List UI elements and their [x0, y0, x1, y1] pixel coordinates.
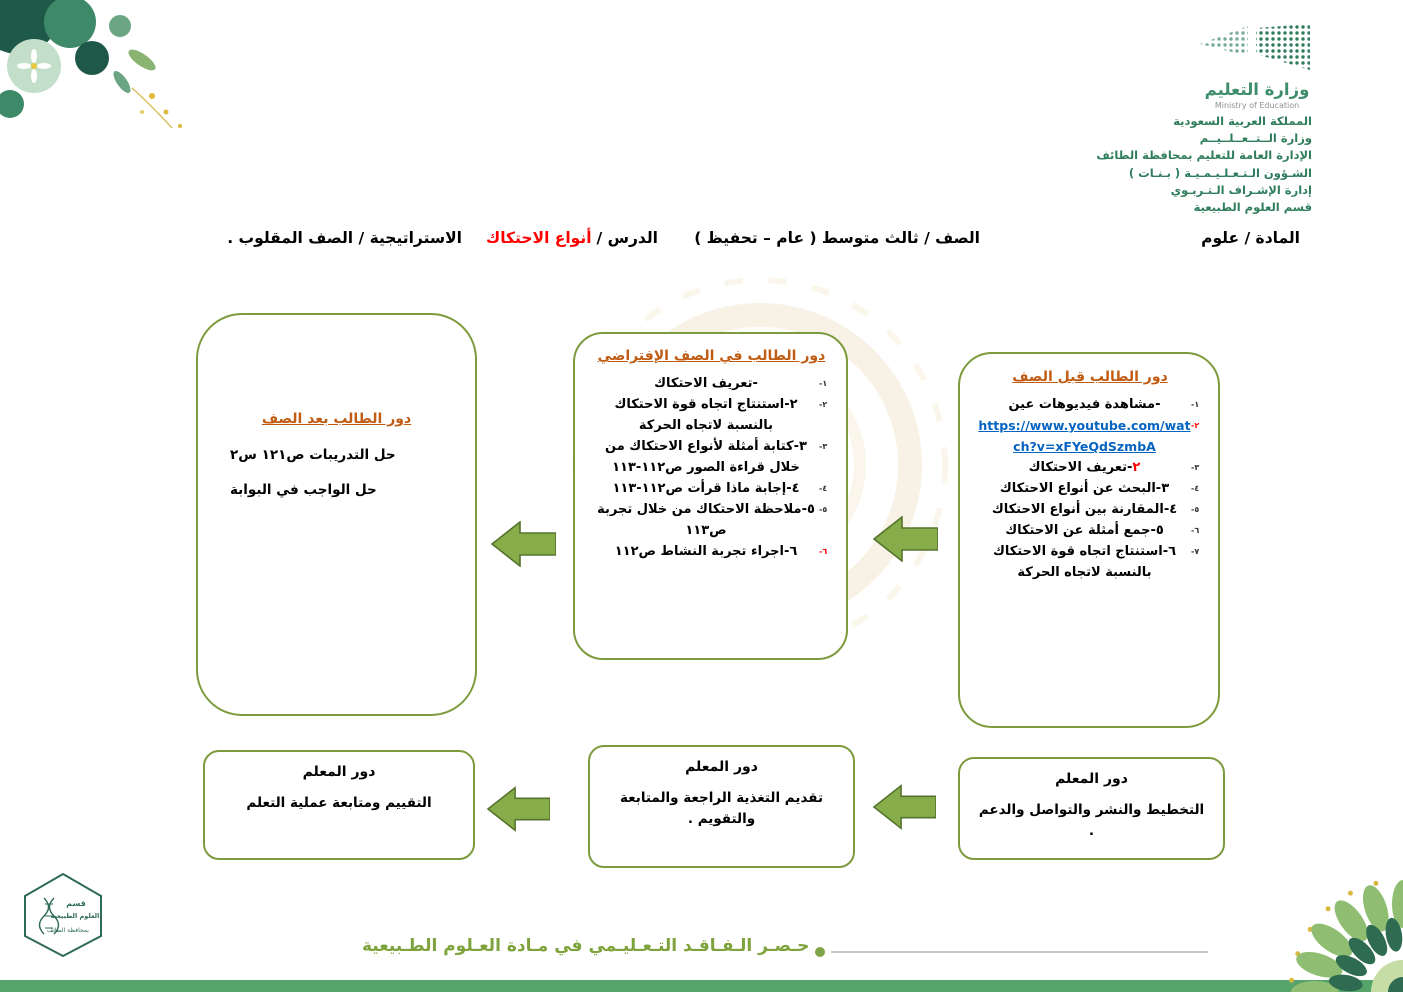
list-item-text: ٤-إجابة ماذا قرأت ص١١٢-١١٣: [612, 481, 800, 496]
teacher-feedback-title: دور المعلم: [685, 759, 758, 775]
list-item: [593, 373, 832, 394]
ministry-info-line: إدارة الإشـراف الـتـربـوي: [1170, 182, 1312, 197]
header-lesson: [486, 229, 658, 247]
teacher-feedback-box: [588, 745, 855, 868]
stamp-text: العلوم الطبيعية: [50, 912, 100, 920]
list-item: [978, 394, 1204, 415]
virtual-class-box: [573, 332, 848, 660]
list-item: [593, 394, 832, 436]
footer-bullet: [815, 947, 825, 957]
header-lesson-value: أنواع الاحتكاك: [485, 229, 592, 247]
ministry-info-line: قسم العلوم الطبيعية: [1193, 200, 1312, 215]
header-lesson-label: الدرس /: [596, 229, 658, 247]
list-item: [978, 541, 1204, 583]
teacher-plan-body: التخطيط والنشر والتواصل والدعم .: [978, 802, 1205, 839]
ministry-info-block: [1096, 113, 1312, 216]
after-class-title: دور الطالب بعد الصف: [261, 411, 412, 427]
teacher-assessment-box: [203, 750, 475, 860]
list-item-text: -مشاهدة فيديوهات عين: [1008, 397, 1161, 412]
list-item-text: ٦-استنتاج اتجاه قوة الاحتكاك بالنسبة لاتجاه الحركة: [992, 544, 1177, 580]
flow-arrow-teacher-left: [486, 786, 550, 832]
item-rest: -تعريف الاحتكاك: [1028, 460, 1133, 475]
list-item: [978, 499, 1204, 520]
after-class-box: [196, 313, 477, 716]
list-item: [593, 499, 832, 541]
list-marker: ٢-: [1191, 421, 1200, 430]
ministry-name-english: Ministry of Education: [1214, 101, 1300, 110]
stamp-text: قسم: [66, 899, 86, 908]
list-item-text: ٦-اجراء تجربة النشاط ص١١٢: [614, 544, 798, 559]
bottom-green-bar: [0, 980, 1403, 992]
virtual-class-title: دور الطالب في الصف الإفتراضي: [597, 348, 826, 364]
list-marker: ١-: [1191, 400, 1200, 409]
list-marker: ٥-: [1191, 505, 1200, 514]
footer-divider-line: [831, 951, 1208, 953]
list-item: [978, 457, 1204, 478]
flow-arrow-teacher-right: [872, 784, 936, 830]
header-subject: المادة / علوم: [1201, 229, 1300, 247]
before-class-title: دور الطالب قبل الصف: [1012, 369, 1168, 385]
list-marker: ٦-: [1191, 526, 1200, 535]
list-marker: ٢-: [819, 400, 828, 409]
ministry-logo: [1198, 24, 1313, 79]
list-item-text: حل التدريبات ص١٢١ س٢: [230, 447, 396, 463]
header-grade: الصف / ثالث متوسط ( عام – تحفيظ ): [694, 229, 980, 247]
list-marker: ٦-: [819, 547, 828, 556]
list-marker: ٤-: [819, 484, 828, 493]
teacher-assessment-body: التقييم ومتابعة عملية التعلم: [246, 795, 432, 811]
corner-decoration-bottom-right: [1278, 852, 1403, 992]
list-item-text: [978, 457, 1191, 478]
list-item-text: ٢-استنتاج اتجاه قوة الاحتكاك بالنسبة لاتجاه الحركة: [614, 397, 798, 433]
corner-decoration-top-left: [0, 0, 210, 150]
list-marker: ٤-: [1191, 484, 1200, 493]
teacher-assessment-title: دور المعلم: [302, 764, 376, 780]
ministry-name-arabic: وزارة التعليم: [1204, 80, 1310, 99]
flow-arrow-virtual-to-after: [490, 521, 556, 567]
list-marker: ٧-: [1191, 547, 1200, 556]
ministry-info-line: وزارة الــتــعــلــيــم: [1199, 131, 1312, 146]
ministry-info-line: الشـؤون الـتـعـلـيـمـيـة ( بـنـات ): [1128, 165, 1312, 180]
list-item-text: ٥-جمع أمثلة عن الاحتكاك: [1005, 523, 1164, 538]
list-item: [978, 520, 1204, 541]
list-item-text: ٥-ملاحظة الاحتكاك من خلال تجربة ص١١٣: [597, 502, 815, 538]
footer-title: حـصـر الـفـاقـد التـعـليـمي في مـادة العـلوم الطـبيعية: [362, 936, 810, 956]
list-marker: ١-: [819, 379, 828, 388]
flow-arrow-before-to-virtual: [872, 516, 938, 562]
header-strategy: الاستراتيجية / الصف المقلوب .: [227, 229, 462, 247]
after-class-items: [198, 447, 475, 498]
list-item-text: ٤-المقارنة بين أنواع الاحتكاك: [991, 502, 1178, 517]
list-marker: ٣-: [1191, 463, 1200, 472]
item-number: ٢: [1132, 460, 1141, 475]
teacher-feedback-body: تقديم التغذية الراجعة والمتابعة والتقويم .: [619, 790, 824, 827]
list-marker: ٥-: [819, 505, 828, 514]
science-department-stamp: [18, 870, 108, 958]
list-item: [593, 436, 832, 478]
list-item-text: ٣-كتابة أمثلة لأنواع الاحتكاك من خلال قراءة الصور ص١١٢-١١٣: [605, 439, 807, 475]
ministry-info-line: الإدارة العامة للتعليم بمحافظة الطائف: [1096, 148, 1312, 163]
teacher-plan-title: دور المعلم: [1055, 771, 1128, 787]
list-marker: ٣-: [819, 442, 828, 451]
list-item-text: ٣-البحث عن أنواع الاحتكاك: [999, 481, 1170, 496]
list-item: [978, 415, 1204, 457]
before-class-box: [958, 352, 1220, 728]
virtual-class-items: [585, 373, 838, 562]
stamp-text: بمحافظة الطائف: [47, 927, 89, 934]
ministry-info-line: المملكة العربية السعودية: [1173, 114, 1312, 128]
youtube-link[interactable]: https://www.youtube.com/watch?v=xFYeQdSzmbA: [978, 418, 1191, 454]
list-item-text: حل الواجب في البوابة: [230, 482, 377, 498]
list-item-text: -تعريف الاحتكاك: [654, 376, 758, 391]
teacher-plan-box: [958, 757, 1225, 860]
list-item: [593, 541, 832, 562]
list-item: [593, 478, 832, 499]
list-item: [978, 478, 1204, 499]
before-class-items: [970, 394, 1210, 583]
